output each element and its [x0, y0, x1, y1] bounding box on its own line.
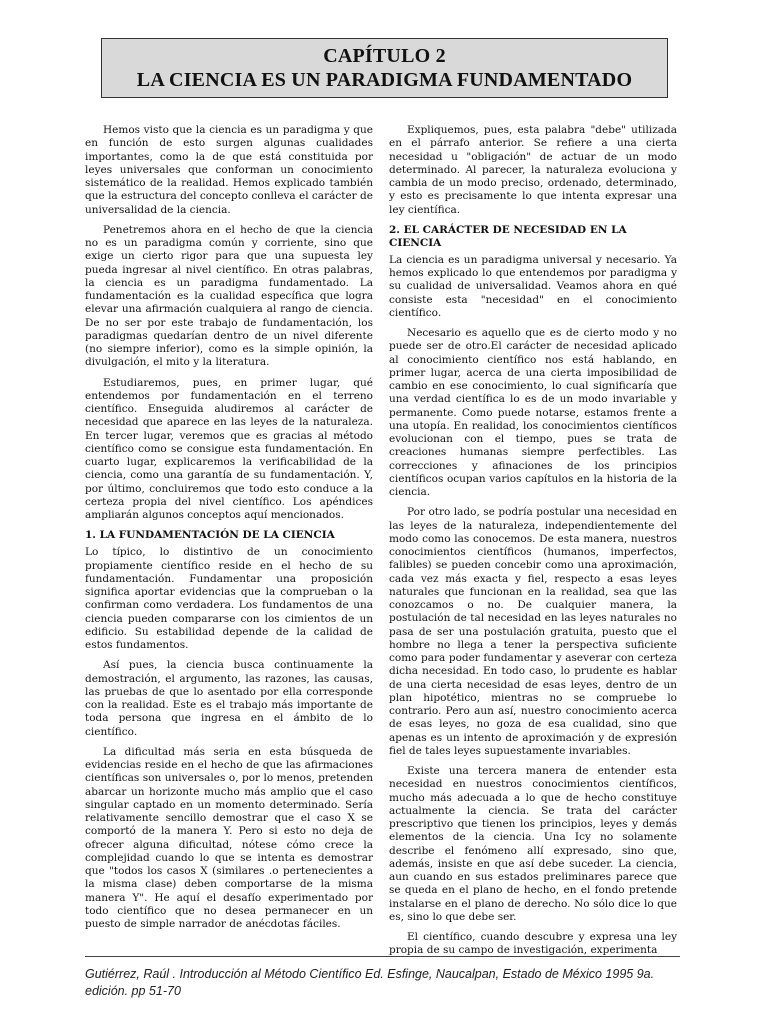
- chapter-title: LA CIENCIA ES UN PARADIGMA FUNDAMENTADO: [136, 69, 633, 91]
- paragraph: Lo típico, lo distintivo de un conocimiento propiamente científico reside en el hecho de su fundamentación. Fundamentar una proposición significa aportar evidencias que la comprueban o la confirman como verdadera. Los fundamentos de una ciencia pueden compararse con los cimientos de un edificio. Su estabilidad depende de la calidad de estos fundamentos.: [85, 546, 373, 651]
- chapter-title-box: [101, 38, 668, 98]
- chapter-number: CAPÍTULO 2: [323, 45, 446, 67]
- section-heading-fundamentacion: 1. LA FUNDAMENTACIÓN DE LA CIENCIA: [85, 529, 335, 542]
- paragraph: Así pues, la ciencia busca continuamente la demostración, el argumento, las razones, las causas, las pruebas de que lo asentado por ella corresponde con la realidad. Este es el trabajo más importante de toda persona que ingresa en el ámbito de lo científico.: [85, 659, 373, 738]
- section-heading-necesidad: 2. EL CARÁCTER DE NECESIDAD EN LA CIENCIA: [389, 223, 627, 249]
- paragraph: Por otro lado, se podría postular una necesidad en las leyes de la naturaleza, independientemente del modo como las conocemos. De esta manera, nuestros conocimientos científicos (humanos, imperfectos, falibles) se pueden concebir como una aproximación, cada vez más exacta y fiel, respecto a esas leyes naturales que funcionan en la realidad, sea que las conozcamos o no. De cualquier manera, la postulación de tal necesidad en las leyes naturales no pasa de ser una postulación gratuita, puesto que el hombre no llega a tener la perspectiva suficiente como para poder fundamentar y aseverar con certeza dicha necesidad. En todo caso, lo prudente es hablar de una cierta necesidad de esas leyes, dentro de un plan hipotético, mientras no se compruebe lo contrario. Pero aun así, nuestro conocimiento acerca de esas leyes, no goza de esa cualidad, sino que apenas es un intento de aproximación y de expresión fiel de tales leyes supuestamente invariables.: [389, 506, 677, 757]
- paragraph: El científico, cuando descubre y expresa una ley propia de su campo de investigación, experimenta: [389, 931, 677, 957]
- left-column: [85, 124, 373, 938]
- paragraph: Hemos visto que la ciencia es un paradigma y que en función de esto surgen algunas cualidades importantes, como la de que está constituida por leyes universales que conforman un conocimiento sistemático de la realidad. Hemos explicado también que la estructura del concepto conlleva el carácter de universalidad de la ciencia.: [85, 124, 373, 216]
- paragraph: Penetremos ahora en el hecho de que la ciencia no es un paradigma común y corriente, sino que exige un cierto rigor para que una supuesta ley pueda ingresar al nivel científico. En otras palabras, la ciencia es un paradigma fundamentado. La fundamentación es la cualidad específica que logra elevar una afirmación cualquiera al rango de ciencia. De no ser por este trabajo de fundamentación, los paradigmas quedarían dentro de un nivel diferente (no siempre inferior), como es la simple opinión, la divulgación, el mito y la literatura.: [85, 223, 373, 369]
- paragraph: Existe una tercera manera de entender esta necesidad en nuestros conocimientos científicos, mucho más adecuada a lo que de hecho constituye actualmente la ciencia. Se trata del carácter prescriptivo que tienen los principios, leyes y demás elementos de la ciencia. Una Icy no solamente describe el fenómeno allí expresado, sino que, además, insiste en que así debe suceder. La ciencia, aun cuando en sus estados preliminares parece que se queda en el plano de hecho, en el fondo pretende instalarse en el plano de derecho. No sólo dice lo que es, sino lo que debe ser.: [389, 765, 677, 923]
- footer-divider: [85, 956, 680, 957]
- paragraph: La ciencia es un paradigma universal y necesario. Ya hemos explicado lo que entendemos por paradigma y su cualidad de universalidad. Veamos ahora en qué consiste esta "necesidad" en el conocimiento científico.: [389, 253, 677, 319]
- paragraph: Necesario es aquello que es de cierto modo y no puede ser de otro.El carácter de necesidad aplicado al conocimiento científico nos está hablando, en primer lugar, acerca de una cierta imposibilidad de cambio en ese conocimiento, lo cual significaría que una verdad científica lo es de un modo invariable y permanente. Como puede notarse, estamos frente a una utopía. En realidad, los conocimientos científicos evolucionan con el tiempo, pues se trata de creaciones humanas siempre perfectibles. Las correcciones y afinaciones de los principios científicos ocupan varios capítulos en la historia de la ciencia.: [389, 327, 677, 498]
- paragraph: Expliquemos, pues, esta palabra "debe" utilizada en el párrafo anterior. Se refiere a una cierta necesidad u "obligación" de actuar de un modo determinado. Al parecer, la naturaleza evoluciona y cambia de un modo preciso, ordenado, determinado, y esto es precisamente lo que intenta expresar una ley científica.: [389, 124, 677, 216]
- footer-citation: Gutiérrez, Raúl . Introducción al Método Científico Ed. Esfinge, Naucalpan, Estado de México 1995 9a. edición. pp 51-70: [85, 967, 655, 998]
- right-column: [389, 124, 677, 965]
- paragraph: La dificultad más seria en esta búsqueda de evidencias reside en el hecho de que las afirmaciones científicas son universales o, por lo menos, pretenden abarcar un horizonte mucho más amplio que el caso singular captado en un momento determinado. Sería relativamente sencillo demostrar que el caso X se comportó de la manera Y. Pero si esto no deja de ofrecer alguna dificultad, nótese cómo crece la complejidad cuando lo que se intenta es demostrar que "todos los casos X (similares .o pertenecientes a la misma clase) deben comportarse de la misma manera Y". He aquí el desafío experimentado por todo científico que no desea permanecer en un puesto de simple narrador de anécdotas fáciles.: [85, 745, 373, 930]
- paragraph: Estudiaremos, pues, en primer lugar, qué entendemos por fundamentación en el terreno científico. Enseguida aludiremos al carácter de necesidad que aparece en las leyes de la naturaleza. En tercer lugar, veremos que es gracias al método científico como se consigue esta fundamentación. En cuarto lugar, explicaremos la verificabilidad de la ciencia, como una garantía de su fundamentación. Y, por último, concluiremos que todo esto conduce a la certeza propia del nivel científico. Los apéndices ampliarán algunos conceptos aquí mencionados.: [85, 376, 373, 521]
